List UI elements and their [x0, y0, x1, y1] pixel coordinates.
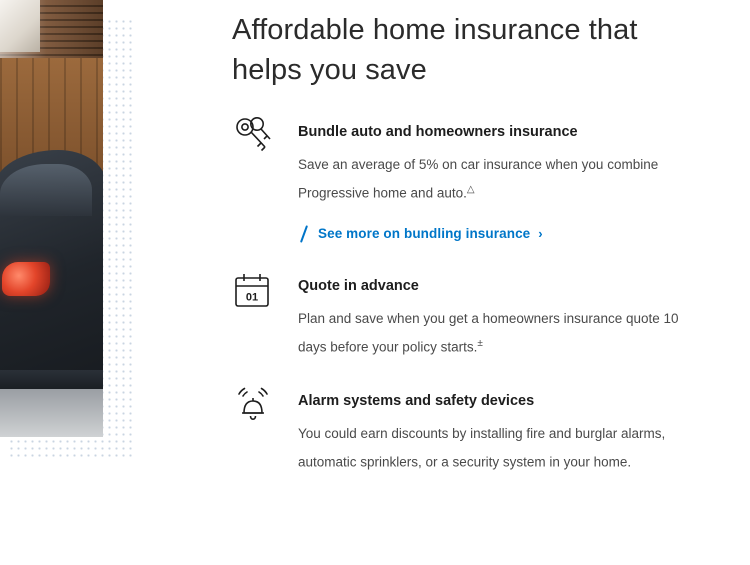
- list-item: [232, 114, 732, 244]
- list-item: [232, 268, 732, 360]
- keys-icon: [232, 114, 298, 160]
- garage-floor: [0, 389, 103, 437]
- car-taillight: [2, 262, 50, 296]
- car-parked-in-garage-photo: [0, 0, 103, 437]
- feature-body: [298, 268, 732, 360]
- slash-accent-icon: [298, 224, 312, 244]
- feature-title: Quote in advance: [298, 277, 419, 294]
- feature-description-text: You could earn discounts by installing fire and burglar alarms, automatic sprinklers, or a security system in your home.: [298, 426, 666, 470]
- garage-window-light: [0, 0, 40, 52]
- calendar-01-icon: [232, 268, 298, 310]
- feature-description: [298, 152, 690, 206]
- feature-title: Bundle auto and homeowners insurance: [298, 124, 578, 140]
- feature-title: Alarm systems and safety devices: [298, 393, 535, 409]
- footnote-marker: △: [466, 184, 475, 195]
- list-item: [232, 383, 732, 475]
- hero-media-column: [0, 0, 210, 565]
- feature-body: [298, 114, 732, 244]
- calendar-day-number: 01: [245, 291, 259, 303]
- car-rear-window: [0, 164, 92, 216]
- alarm-bell-icon: [232, 383, 298, 427]
- feature-description-text: Plan and save when you get a homeowners insurance quote 10 days before your policy starts.: [298, 310, 679, 354]
- feature-list: [232, 114, 732, 475]
- feature-description: [298, 421, 690, 475]
- feature-description-text: Save an average of 5% on car insurance when you combine Progressive home and auto.: [298, 157, 659, 201]
- feature-body: [298, 383, 732, 475]
- see-more-on-bundling-insurance-link[interactable]: See more on bundling insurance: [318, 226, 531, 241]
- cta-link-row[interactable]: [298, 224, 732, 244]
- footnote-marker: ±: [477, 337, 483, 349]
- page-title: Affordable home insurance that helps you save: [232, 14, 638, 86]
- feature-description: [298, 306, 690, 360]
- chevron-right-icon[interactable]: ›: [538, 226, 543, 241]
- content-column: [232, 0, 732, 475]
